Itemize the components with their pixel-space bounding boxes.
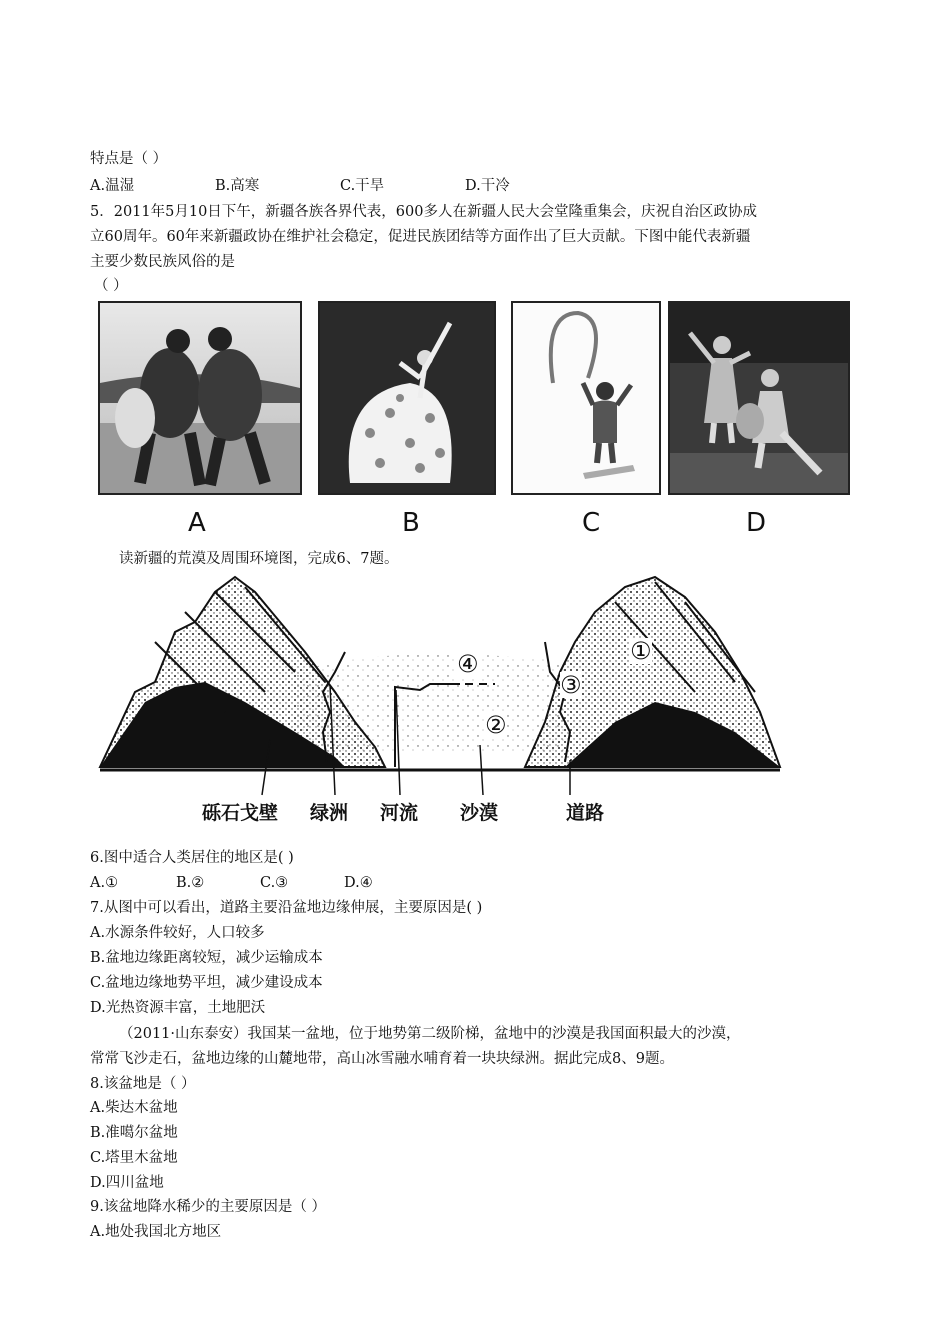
q6-options <box>90 873 373 893</box>
q5-paren: （ ） <box>94 278 128 294</box>
q6-stem: 6.图中适合人类居住的地区是( ) <box>90 850 294 866</box>
photo-label-c: C <box>582 508 601 538</box>
q6-option-b: B.② <box>176 875 205 891</box>
q4-option-c: C.干旱 <box>340 178 385 194</box>
q8-option-c: C.塔里木盆地 <box>90 1150 178 1166</box>
q5-line1: 5．2011年5月10日下午，新疆各族各界代表，600多人在新疆人民大会堂隆重集会，庆祝自治区政协成 <box>90 204 757 220</box>
q8-option-b: B.准噶尔盆地 <box>90 1125 178 1141</box>
map-label-oasis: 绿洲 <box>310 802 349 824</box>
passage-line2: 常常飞沙走石，盆地边缘的山麓地带，高山冰雪融水哺育着一块块绿洲。据此完成8、9题。 <box>90 1051 674 1067</box>
q8-stem: 8.该盆地是（ ） <box>90 1076 196 1092</box>
passage-line1: （2011·山东泰安）我国某一盆地，位于地势第二级阶梯，盆地中的沙漠是我国面积最大的沙漠， <box>119 1026 741 1042</box>
q5-line2: 立60周年。60年来新疆政协在维护社会稳定，促进民族团结等方面作出了巨大贡献。下图中能代表新疆 <box>90 229 751 245</box>
q7-stem: 7.从图中可以看出，道路主要沿盆地边缘伸展，主要原因是( ) <box>90 900 483 916</box>
map-label-desert: 沙漠 <box>460 802 499 824</box>
q6-option-a: A.① <box>90 875 119 891</box>
q4-stem-tail: 特点是（ ） <box>90 151 168 167</box>
q9-stem: 9.该盆地降水稀少的主要原因是（ ） <box>90 1199 326 1215</box>
q7-option-d: D.光热资源丰富，土地肥沃 <box>90 1000 266 1016</box>
q7-option-a: A.水源条件较好，人口较多 <box>90 925 265 941</box>
map-marker-2: ② <box>485 711 507 739</box>
q4-option-b: B.高寒 <box>215 178 260 194</box>
map-label-road: 道路 <box>566 802 605 824</box>
map-marker-4: ④ <box>457 650 479 678</box>
q4-option-a: A.温湿 <box>90 178 135 194</box>
q6-option-d: D.④ <box>344 875 373 891</box>
map-marker-3: ③ <box>560 671 582 699</box>
map-marker-1: ① <box>630 637 652 665</box>
map-label-river: 河流 <box>380 802 419 824</box>
map-label-gravel-gobi: 砾石戈壁 <box>202 802 279 824</box>
q4-option-d: D.干冷 <box>465 178 510 194</box>
q8-option-a: A.柴达木盆地 <box>90 1100 178 1116</box>
photo-label-d: D <box>746 508 767 538</box>
map-intro: 读新疆的荒漠及周围环境图，完成6、7题。 <box>119 551 399 567</box>
q7-option-b: B.盆地边缘距离较短，减少运输成本 <box>90 950 323 966</box>
q5-line3: 主要少数民族风俗的是 <box>90 254 235 270</box>
photo-label-a: A <box>188 508 206 538</box>
q6-option-c: C.③ <box>260 875 289 891</box>
q9-option-a: A.地处我国北方地区 <box>90 1224 222 1240</box>
q8-option-d: D.四川盆地 <box>90 1175 164 1191</box>
photo-label-b: B <box>402 508 420 538</box>
q7-option-c: C.盆地边缘地势平坦，减少建设成本 <box>90 975 323 991</box>
